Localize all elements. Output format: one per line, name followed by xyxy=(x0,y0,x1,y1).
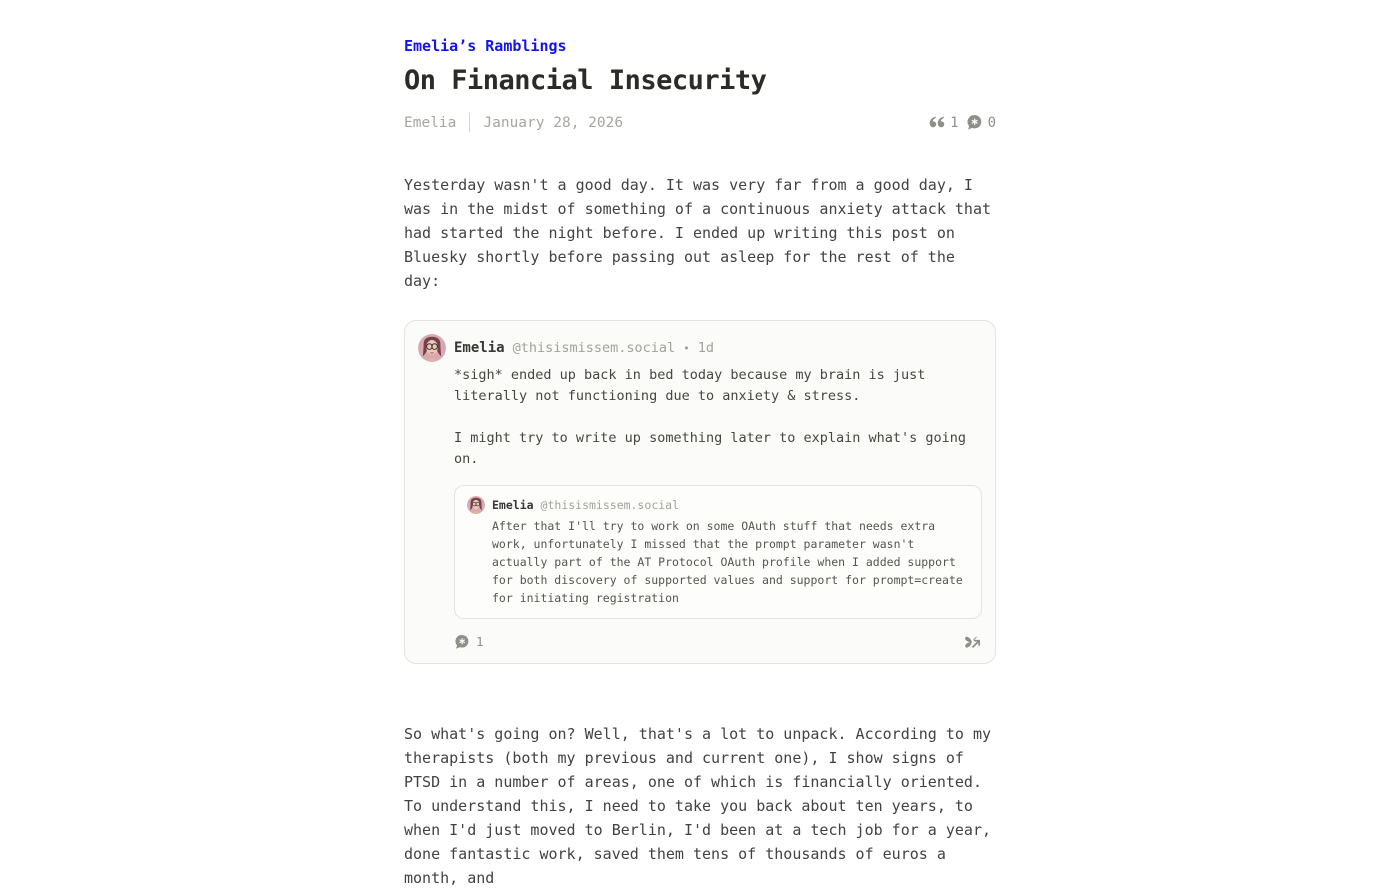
embed-footer xyxy=(454,632,982,651)
quote-icon xyxy=(929,116,945,129)
embed-reply-stat[interactable] xyxy=(454,634,484,650)
quoted-post-text: After that I'll try to work on some OAuth stuff that needs extra work, unfortunately I missed that the prompt parameter wasn't actually part of the AT Protocol OAuth profile when I added support for both discovery of supported values and support for prompt=create for initiating registration xyxy=(492,519,963,605)
embed-author-handle[interactable]: @thisismissem.social xyxy=(512,340,676,356)
byline xyxy=(404,113,996,132)
embed-text-paragraph-1: *sigh* ended up back in bed today because my brain is just literally not functioning due to anxiety & stress. xyxy=(454,367,926,404)
embed-post-text xyxy=(454,365,982,470)
site-title-link[interactable]: Emelia’s Ramblings xyxy=(404,37,567,55)
page-title: On Financial Insecurity xyxy=(404,65,767,96)
quote-count: 1 xyxy=(950,114,959,131)
post-date: January 28, 2026 xyxy=(483,114,624,131)
article-paragraph-1: Yesterday wasn't a good day. It was very far from a good day, I was in the midst of something of a continuous anxiety attack that had started the night before. I ended up writing this post on Bluesky shortly before passing out asleep for the rest of the day: xyxy=(404,176,991,290)
reply-bubble-icon xyxy=(454,634,470,650)
avatar[interactable] xyxy=(418,334,446,362)
embed-timestamp: 1d xyxy=(697,340,715,356)
quoted-post-card[interactable] xyxy=(454,485,982,619)
reply-count-stat[interactable] xyxy=(966,114,996,131)
reply-count: 0 xyxy=(987,114,996,131)
article-page xyxy=(404,0,996,890)
bluesky-share-icon[interactable] xyxy=(963,632,982,651)
post-stats xyxy=(929,114,996,131)
quoted-avatar[interactable] xyxy=(467,496,485,514)
author-name: Emelia xyxy=(404,114,457,131)
embed-dot-separator: • xyxy=(683,341,690,355)
article-paragraph-2: So what's going on? Well, that's a lot to unpack. According to my therapists (both my previous and current one), I show signs of PTSD in a number of areas, one of which is financially oriented. To understand this, I need to take you back about ten years, to when I'd just moved to Berlin, I'd been at a tech job for a year, done fantastic work, saved them tens of thousands of euros a month, and xyxy=(404,725,991,887)
embedded-post-card[interactable] xyxy=(404,320,996,664)
quote-count-stat[interactable] xyxy=(929,115,958,131)
embed-text-paragraph-2: I might try to write up something later to explain what's going on. xyxy=(454,430,967,467)
quoted-post-header xyxy=(467,496,969,514)
embed-reply-count: 1 xyxy=(476,634,484,649)
quoted-author-name[interactable]: Emelia xyxy=(492,498,534,512)
reply-bubble-icon xyxy=(966,114,983,131)
quoted-author-handle[interactable]: @thisismissem.social xyxy=(540,498,680,512)
embed-author-name[interactable]: Emelia xyxy=(454,340,505,356)
byline-separator xyxy=(469,113,470,132)
embedded-post-header xyxy=(418,334,982,362)
